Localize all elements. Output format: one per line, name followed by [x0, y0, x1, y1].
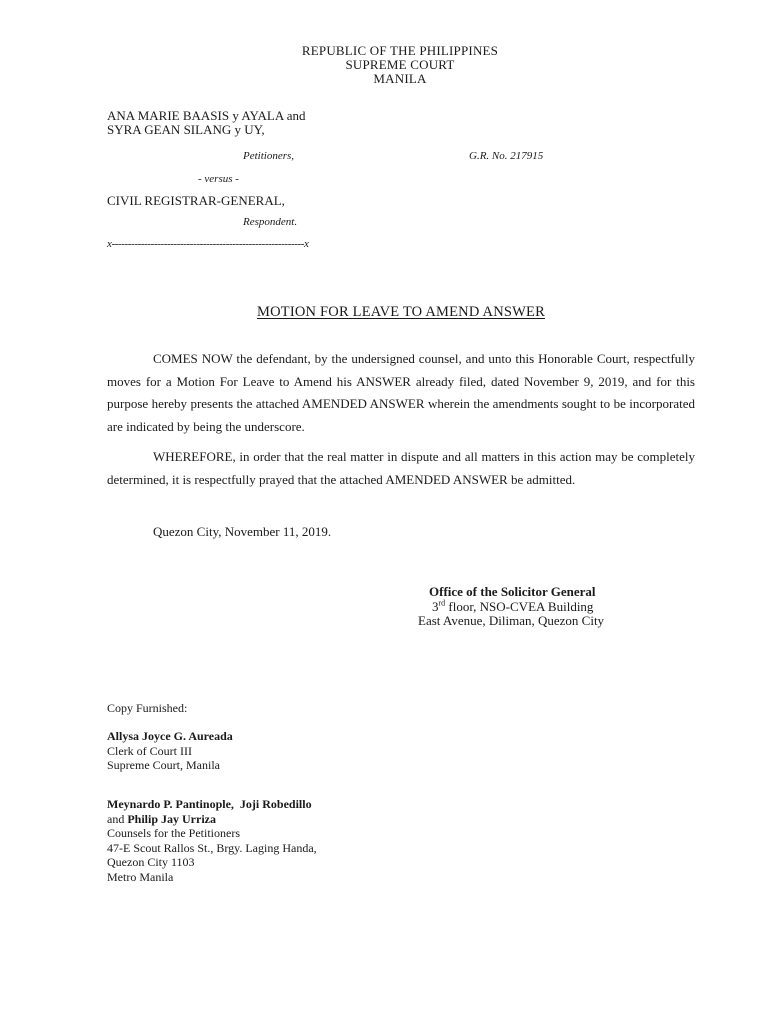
- recipient-2-names: Meynardo P. Pantinople, Joji Robedillo: [107, 797, 312, 811]
- signatory-address: East Avenue, Diliman, Quezon City: [418, 613, 605, 628]
- recipient-2-address-2: Quezon City 1103: [107, 855, 195, 869]
- recipient-1-address: Supreme Court, Manila: [107, 758, 220, 772]
- petitioners-label: Petitioners,: [243, 150, 295, 162]
- copy-furnished-label: Copy Furnished:: [107, 701, 188, 715]
- caption-divider: x-----------------------------------------------------------x: [107, 238, 309, 250]
- floor-building: floor, NSO-CVEA Building: [445, 599, 594, 614]
- floor-number: 3: [432, 599, 439, 614]
- versus-label: - versus -: [198, 173, 239, 185]
- recipient-2: [107, 797, 317, 884]
- recipient-2-and: and: [107, 811, 128, 826]
- recipient-2-address-1: 47-E Scout Rallos St., Brgy. Laging Handa,: [107, 840, 317, 855]
- court-header: [0, 44, 768, 86]
- document-title: MOTION FOR LEAVE TO AMEND ANSWER: [257, 304, 545, 320]
- recipient-2-names-cont: [107, 812, 317, 827]
- recipient-1-title: Clerk of Court III: [107, 743, 192, 758]
- signatory-office: Office of the Solicitor General: [429, 584, 596, 599]
- recipient-2-role: Counsels for the Petitioners: [107, 826, 240, 840]
- paragraph-1-text: COMES NOW the defendant, by the undersigned counsel, and unto this Honorable Court, respectfully moves for a Motion For Leave to Amend his ANSWER already filed, dated November 9, 2019, and for this purpose hereby presents the attached AMENDED ANSWER wherein the amendments sought to be incorporated are indicated by being the underscore.: [107, 351, 695, 434]
- paragraph-2-text: WHEREFORE, in order that the real matter in dispute and all matters in this action may be completely determined, it is respectfully prayed that the attached AMENDED ANSWER be admitted.: [107, 449, 695, 487]
- header-manila: MANILA: [373, 71, 427, 86]
- body-paragraph-1: [107, 348, 695, 438]
- recipient-1: [107, 729, 233, 773]
- respondent-label: Respondent.: [243, 216, 298, 228]
- recipient-1-name: Allysa Joyce G. Aureada: [107, 729, 233, 743]
- header-republic: REPUBLIC OF THE PHILIPPINES: [301, 43, 499, 58]
- respondent-name: CIVIL REGISTRAR-GENERAL,: [107, 193, 285, 208]
- recipient-2-last-name: Philip Jay Urriza: [127, 811, 216, 826]
- petitioner-line-1: ANA MARIE BAASIS y AYALA and: [107, 108, 306, 123]
- signatory-floor: [432, 599, 593, 614]
- header-supreme-court: SUPREME COURT: [345, 57, 455, 72]
- petitioner-line-2: SYRA GEAN SILANG y UY,: [107, 122, 265, 137]
- floor-suffix: rd: [438, 598, 446, 608]
- recipient-2-address-3: Metro Manila: [107, 869, 174, 884]
- body-paragraph-2: [107, 446, 695, 491]
- case-number: G.R. No. 217915: [469, 150, 544, 162]
- place-and-date: Quezon City, November 11, 2019.: [153, 524, 332, 539]
